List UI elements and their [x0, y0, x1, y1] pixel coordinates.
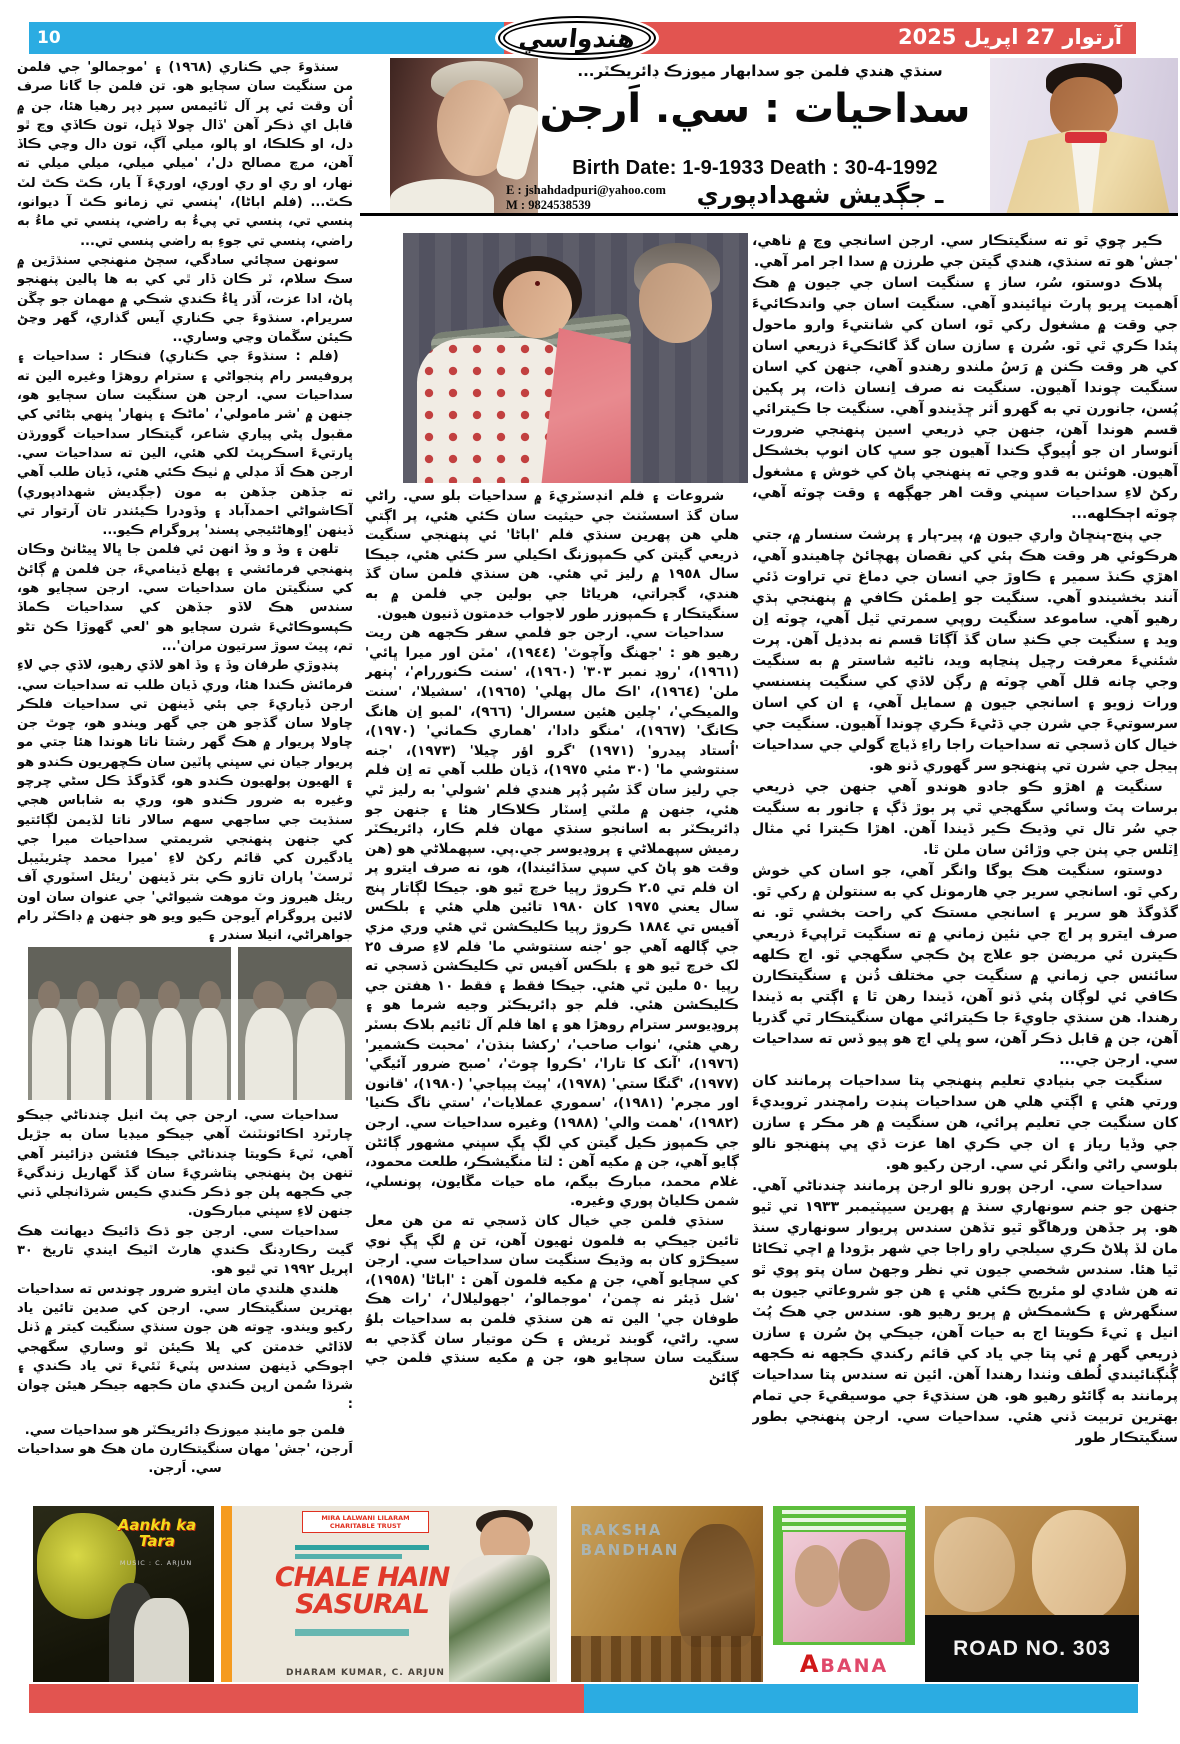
article-kicker: سنڌي هندي فلمن جو سدابهار ميوزڪ ڊائريڪٽر... [577, 62, 943, 80]
page-number: 10 [37, 28, 61, 48]
group-photo-five-men [28, 947, 231, 1100]
top-bar-blue-segment [29, 22, 504, 54]
body-paragraph: سداحيات سي. ارجن جي پٽ انيل چندناڻي جيڪو چارٽرڊ اڪائونٽنٽ آهي جيڪو ميڊيا سان به جڙيل آهي، ٽيءَ ڪويتا چندناڻي جيڪا فئشن ڊزائينر آهي تنهن پڻ پنهنجي پتاشريءَ سان گڏ گهاريل زندگيءَ جي ڪجهه پلن جو ذڪر ڪندي ڪيس شرڌانڄلي ڏني جنهن لاءِ سڀني مبارڪون. [17, 1108, 353, 1220]
portrait-shirt [390, 179, 494, 213]
group-man [71, 981, 106, 1100]
birth-death-dates: Birth Date: 1-9-1933 Death : 30-4-1992 [572, 157, 938, 179]
poster-abana [773, 1506, 915, 1682]
author-collar [1065, 132, 1106, 143]
body-paragraph: سنڌوءَ جي ڪناري (١٩٦٨) ۽ 'موجمالو' جي فلمن من سنگيت سان سڄايو هو. تن فلمن جا گانا صرف اُن وقت ئي پر آل ٽائيمس سپر ڊپر رهيا هئا، جن ۾ قابل اي ذڪر آهن 'ڏال چولا ڏڀل، تون ڪاڏي وڃ ٿو دل، او ڪلڪا، او پالو، ميلي آڳ، تون دال وڃي ڪاڏ آهن، مرچ مصالح دل'، 'ميلي ميلي، ميلي ميلي ته نهار، او ري او ري اوري، اوريءَ آ يار، ڪٿ ڪٿ لٽ ڪٿ... (فلم اباڻا)، 'پنسي تي زمانو ڪٿ آ ديوانو، پنسي تي، پنسي تي پيءُ به راضي، پنسي تي ماءُ به راضي، پنسي تي جوءِ به راضي پنسي تي... [17, 60, 353, 249]
trust-line2: CHARITABLE TRUST [329, 1522, 402, 1531]
author-email: E : jshahdadpuri@yahoo.com [506, 183, 666, 197]
poster-photo-panel [783, 1532, 905, 1641]
poster-title [268, 1562, 456, 1621]
poster-title-line1: Aankh ka [117, 1515, 197, 1534]
masthead-logo-inner-ring [503, 21, 651, 55]
bottom-bar-red-segment [29, 1684, 584, 1713]
poster-face [795, 1545, 839, 1606]
poster-trust-box [302, 1511, 430, 1533]
poster-title-line1: RAKSHA [580, 1521, 663, 1540]
group-man [152, 981, 187, 1100]
bottom-bar-blue-segment [584, 1684, 1138, 1713]
body-paragraph: شروعات ۽ فلم انڊسٽريءَ ۾ سداحيات بلو سي. راڻي سان گڏ اسسٽنٽ جي حيثيت سان ڪئي هئي، پر اڳتي هلي هن پهرين سنڌي فلم 'اباڻا' ئي پنهنجي سنگيت ذريعي گيتن کي ڪمپوزنگ اڪيلي سر ڪئي هئي، جيڪا سال ١٩٥٨ ۾ رليز ٿي هئي. هن سنڌي فلمن سان گڏ هندي، گجراتي، هرياڻا جي بولين جي فلمن ۾ به سنگيتڪار ۽ ڪمپوزر طور لاجواب خدمتون ڏنيون هيون. [365, 488, 739, 622]
body-paragraph: هلندي هلندي مان ايترو ضرور چوندس ته سداحيات بهترين سنگيتڪار سي. ارجن کي صدين تائين ياد رکيو ويندو. ڇوته هن جون سنڌي سنگيت کيتر ۾ ڏنل لاڏاڻي خدمتن کي ڀلا ڪيئن ٿو وساري سگهجي اڄوڪي ڏينهن سندس پٽيءَ ٽئيءَ تي ياد ڪندي ۽ شرڌا سُمن ارپن ڪندي مان ڪجهه جيڪر هيئن چوان : [17, 1281, 353, 1413]
group-photo-two-men [238, 947, 352, 1100]
poster-text-bar [295, 1554, 403, 1559]
author-photo [990, 58, 1178, 215]
body-paragraph: سونهن سچائي سادگي، سڄڻ منهنجي سنڌڙين ۾ سڪ سلام، ٽر ڪان ڏار ٿي کي به ها پالين پنهنجو پاڻ، ادا عزت، آڌر ڀاءُ ڪندي شڪي ۾ مهمان جو چڱن سريرام. سنڌوءَ جي ڪناري آيس گذاري، گهر وڃڻ ڪيئن سڱمان وڃي وساري.. [17, 252, 353, 346]
poster-title-line1: CHALE HAIN [274, 1562, 450, 1594]
poster-title [107, 1517, 207, 1549]
body-paragraph: سنگيت ۾ اهڙو ڪو جادو هوندو آهي جنهن جي ذريعي برسات پٽ وسائي سگهجي ٿي پر بوڙ ڏڳ ۽ جانور به سنگيت جي سُر تال تي وڌيڪ ڪير ڏيندا آهن. اهڙا ڪيترا ئي مثال اِٽلس جي پنن جي وڙائن سان ملن ٿا. [752, 779, 1178, 858]
body-paragraph: ڪير چوي ٿو ته سنگيتڪار سي. ارجن اسانجي وچ ۾ ناهي، 'جش' هو ته سنڌي، هندي گيتن جي طرزن ۾ سدا اجر امر آهي. [752, 233, 1178, 270]
poster-face [839, 1539, 890, 1611]
body-paragraph: (فلم : سنڌوءَ جي ڪناري) فنڪار : سداحيات ۽ پروفيسر رام پنجواڻي ۽ سترام روهڙا وغيره الين ته سداحيات سي. ارجن هن سنگيت سان سڄايو هو، جنهن ۾ 'شر مامولي'، 'ماڻڪ ۽ پنهار' ڀنهي بڻائي کي مقبول پڻي پياري شاعر، گيتڪار سداحيات گوورڌن ڀارتيءَ اسڪرپٽ لکي هئي، الين ته سداحيات سي. ارجن هڪ اَڏ مڊلي ۾ ٺيڪ ڪئي هئي، ڏيان طلب آهي ته جڏهن جڏهن به مون (جڳديش شهدادپوري) آڪاشواڻي احمدآباد ۽ وڏودرا ڪيئندر تان آرتوار تي ڏينهن 'اِوهاڻئيجي پسند' پروگرام ڪيو... [17, 349, 353, 539]
closing-couplet: فلمن جو ماينڊ ميوزڪ ڊائريڪٽر هو سداحيات سي. اَرجن، 'جش' مهان سنگيتڪارن مان هڪ هو سداحيات سي. اَرجن. [17, 1422, 353, 1477]
body-paragraph: تلهن ۽ وڏ و وڏ انهن ئي فلمن جا ڀالا ڀيڻانڻ وڪان پنهنجي فرمائشي ۽ پهلع ڏيناميءَ، جن فلمن ۾ ڳائڻ کي سنگيتن مان سداحيات سي. ارجن سڄايو هو، سندس هڪ لاڏو جڏهن کي سداحيات ڪماڏ ڪپسوڪاڻيءَ شرن سڄايو هو 'لعي گهوڙا ڪڻ تڻو تم، پيٽ سوڙ سرتيون مران'... [17, 542, 353, 654]
trust-line1: MIRA LALWANI LILARAM [321, 1514, 410, 1523]
article-title: سداحيات : سي. اَرجن [539, 86, 971, 132]
middle-column [365, 487, 739, 1498]
poster-raksha-bandhan [571, 1506, 763, 1682]
masthead-logo-text: هندواسي [517, 23, 637, 53]
body-paragraph: سداحيات سي. ارجن پورو نالو ارجن پرمانند چندناڻي آهي. جنهن جو جنم سونهاري سنڌ ۾ پهرين سيپٽيمبر ١٩٣٣ تي ٿيو هو. پر جڏهن ورهاڱو ٿيو تڏهن سندس پريوار سونهاري سنڌ مان لڏ پلاڻ ڪري سيلجي راو راجا جي شهر بڙودا ۾ اچي ٽڪاڻا ٿيا هئا. سندس شخصي جيون تي نظر وجهڻ سان پتو پوي ٿو ته هن شادي لو مئريج ڪئي هئي ۽ هن جو شروعاتي جيون به سنگهرش ۽ ڪشمڪش ۾ ڀريو رهيو هو. سندس جي هڪ پُٽ انيل ۽ ٽيءَ ڪويتا اڄ به حيات آهن، جيڪي پڻ سُرن ۽ سازن ذريعي گهر ۾ ئي پتا جي ياد کي قائم رکندي ڪجهه نه ڪجهه ڳُنڳنائيندي لُطف وٺندا رهندا آهن. ائين ته سندس پتا سداحيات پرمانند به ڳائڻو رهيو هو. هن سنڌيءَ جي موسيقيءَ جي تمام بهترين تربيت ڏني هئي. سداحيات سي. ارجن پنهنجي بطور سنگيتڪار طور [752, 1178, 1178, 1446]
group-man [111, 981, 146, 1100]
body-paragraph: دوستو، سنگيت هڪ يوگا وانگر آهي، جو اسان کي خوش رکي ٿو. اسانجي سرير جي هارمونل کي به سنتولن ۾ رکي ٿو. گڏوگڏ هو سرير ۽ اسانجي مستڪ کي راحت بخشي ٿو. نه صرف ايترو پر اڄ جي نئين زماني ۾ ته سنگيت ٿراپيءَ ذريعي ڪيترن ئي مريضن جو علاج پڻ ڪجي سگهجي ٿو. اڄ ڪلهه سائنس جي زماني ۾ سنگيت جي مختلف ڌُنن ۽ سنگيتڪارن ڪافي ئي لوڳان پئي ڏنو آهن، ڏيندا رهن ٿا ۽ اڳتي به ڏيندا رهندا. هن سنڌي جاويءَ جا ڪيترائي مهان سنگيتڪار ٿي گذريا آهن، جن ۾ قابل ذڪر آهن، سو ڀلي اڄ هو پيو ڏس ته سداحيات سي. ارجن جي... [752, 863, 1178, 1068]
author-face [1050, 77, 1118, 140]
body-paragraph: پنڊوڙي طرفان وڏ ۽ وڏ اهو لاڏي رهيو، لاڏي جي لاءِ فرمائش ڪندا هئا، وري ڏيان طلب ته سداحيات سي. ارجن ڏياريءَ جي ٻئي ڏينهن تي سداحيات فلڪر چاولا سان گڏجو هن جي گهر ويندو هو، ڇوٿ جن چاولا پريوار ۾ هڪ گهر رشتا ناتا هوندا هئا جتي مو پريوار جيان ني سڀني پاٽين سان ڪچهريون ڪندو هو ۽ الهيون پولهيون ڪندو هو، گڏوگڏ ڪل سڻي چرچو وغيره به ضرور ڪندو هو، وري به شاباس هجي سنڌيت جي ساجهي سهم سالار ناتا لڏيمن لڳائتيو کي جنهن پنهنجي شريمتي سداحيات ميرا جي يادگيرن کي قائم رکڻ لاءِ 'ميرا محمد چئريٽيبل ٽرسٽ' پاران تازو ڪي بتر ڏينهن 'ريئل اسٽوري آف ريئل هيروز وٽ موهت شيواڻي' جي عنوان سان اون لائين پروگرام آيوجن ڪيو ويو هو جنهن ۾ ڊاڪٽر رام جواهراڻي، انيلا سندر ۽ [17, 658, 353, 944]
group-man [192, 981, 227, 1100]
poster-title [581, 1520, 680, 1560]
body-paragraph: سنڌي فلمن جي خيال کان ڏسجي ته من هن معل تائين جيڪي به فلمون ٺهيون آهن، تن ۾ لڳ ڀڳ نوي سيڪڙو کان به وڌيڪ سنگيت سان سداحيات سي. ارجن کي سڄايو آهي، جن ۾ مکيه فلمون آهن : 'اباڻا' (١٩٥٨)، 'شل ڏيئر نه چمن'، 'موجمالو'، 'جهوليلال'، 'رات هڪ طوفان جي' الين ته هن سنڌي فلمن به سداحيات بلوُ سي. راڻي، گوبند ٽريش ۽ ڪن موتيار سان گڏجي به سنگيت سان سڄايو هو، جن ۾ مکيه سنڌي فلمن جي ڳائڻ [365, 1212, 739, 1386]
poster-credits: DHARAM KUMAR, C. ARJUN [286, 1668, 445, 1679]
couple-photo [403, 233, 748, 483]
poster-aankh-ka-tara [33, 1506, 214, 1682]
group-man [32, 981, 67, 1100]
poster-top-text-lines [782, 1510, 907, 1531]
body-paragraph: سداحيات سي. ارجن جو ڌڪ ڌائيڪ ديهانت هڪ گيت رڪارڊنگ ڪندي هارٽ اٽيڪ ايندي تاريخ ٣٠ اپريل ١٩٩٢ تي ٿيو هو. [17, 1223, 353, 1278]
poster-title-line2: BANDHAN [580, 1541, 680, 1560]
man-face [639, 263, 711, 343]
poster-title: ROAD NO. 303 [953, 1636, 1111, 1660]
group-man [297, 981, 345, 1100]
poster-title-line2: Tara [138, 1531, 176, 1550]
left-column-upper [17, 58, 353, 944]
poster-title-band [925, 1615, 1139, 1682]
poster-face [1032, 1510, 1126, 1623]
author-byline: ـ جڳديش شهدادپوري [696, 181, 944, 209]
group-man [245, 981, 293, 1100]
poster-road-no-303 [925, 1506, 1139, 1682]
poster-praying-woman [679, 1524, 756, 1647]
body-paragraph: سنگيت جي بنيادي تعليم پنهنجي پتا سداحيات پرمانند کان ورتي هئي ۽ اڳتي هلي هن سداحيات پنڊت رامچندر ٽرويديءَ کان سنگيت جي تعليم پرائي، هن سنگيت ۾ هر مڪر ۽ سازن جي وڏيا رياز ۽ ان جي ڪري اها عزت ڏي ڀي پنهنجو نالو بلوسي راڻي وانگر ئي سي. ارجن رکيو هو. [752, 1073, 1178, 1173]
poster-text-bar [295, 1629, 409, 1636]
issue-date: آرتوار 27 اپريل 2025 [897, 25, 1122, 49]
poster-title-line2: SASURAL [295, 1589, 429, 1621]
author-mobile: M : 9824538539 [506, 198, 591, 212]
poster-orange-stripe [221, 1506, 232, 1682]
body-paragraph: پلاڪ دوستو، سُر، ساز ۽ سنگيت اسان جي جيون ۾ هڪ اَهميت ڀريو پارٽ نڀائيندو آهي. سنگيت اسان جي واندڪائيءَ جي وقت ۾ مشغول رکي ٿو، اسان کي شانتيءَ وارو ماحول پئدا ڪري ٿي ٿو. سُرن ۽ سازن سان گڏ گائڪيءَ ذريعي اسان کي هر وقت ڪنن ۾ رَسُ ملندو رهندو آهي، جنهن کي اسان سنگيت چوندا آهيون. سنگيت نه صرف اِنسان ذات، پر پکين پُسن، جانورن تي به گهرو اَثر ڇڏيندو آهي. سنگيت جا ڪيترائي قسم هوندا آهن، جنهن جي ذريعي اسين پنهنجي ضرورت اَنوسار ان جو اُپيوڳ ڪندا آهيون جو سڀ کان انوپ بخشڪل آهيون. هوئنن به قدو وڃي ته پنهنجي پاڻ کي خوش ۽ مشغول رکڻ لاءِ سداحيات سڀني وقت اهر جهڳهه ۽ وقت چوٽه آهي، چوٽه اڄڪلهه... [752, 275, 1178, 522]
poster-figure [134, 1598, 188, 1682]
body-paragraph: جي پنچ-پنڇاڻ واري جيون ۾، پير-پار ۽ پرشٽ سنسار ۾، جتي هرڪوئي هر وقت هڪ ٻئي کي نقصان پهچائڻ چاهيندو آهي، اهڙي ڪنڏ سمير ۽ ڪاوڙ جي انسان جي دماغ تي تراوت ڏئي آنند بخشيندو آهي. سنگيت جو اِطمئن ڪافي ۾ پنهنجي ٻڌي رهيو آهي. ساموعد سنگيت روپي سمرتي ٿيل آهي، چوٽه اِن ويد ۽ سنگيت جي ڪنڍ سان گڏ آڳاٽا قسم نه بدذيل آهن. پرت شئنيءَ معرفت رچيل پنڃاپه ويد، ناڻيه شاستر ۾ به سنگيت وجي چانه قلل آهي چوٽه ۾ رڳن لاڏي کي سنگيت پنسنسي ورات زويو ۽ اسانجي جيون ۾ سمايل آهي، ۽ ان کي اسان سرسوتيءَ جي شرن جي ڌڻيءَ ڪري چوندا آهيون. سنگيت جي خيال کان ڏسجي ته سداحيات راجا راءِ ڏياچ گولي جي سداحيات ٻيجل جي شرن تي پنهنجو سر گهوري ڏنو هو. [752, 527, 1178, 774]
poster-text-bar [295, 1545, 429, 1550]
header-divider-rule [360, 213, 1178, 216]
right-column [752, 231, 1178, 1498]
poster-face [934, 1517, 1015, 1612]
poster-title-band [773, 1645, 915, 1682]
poster-chale-hain-sasural [221, 1506, 557, 1682]
poster-music-credit: MUSIC : C. ARJUN [119, 1558, 193, 1567]
poster-title: ABANA [799, 1649, 889, 1678]
poster-actress-sari [449, 1555, 550, 1682]
woman-bindi [535, 281, 540, 286]
left-column-lower [17, 1106, 353, 1498]
body-paragraph: سداحيات سي. ارجن جو فلمي سفر ڪجهه هن ريت رهيو هو : 'جهنگ وآچوٽ' (١٩٤٤)، 'مٽن اور ميرا ڀائي' (١٩٦١)، 'روڊ نمبر ٣٠٣' (١٩٦٠)، 'سنت ڪنوررام'، 'پنهر ملن' (١٩٦٤)، 'اڪ مال پهلي' (١٩٦٥)، 'سشيلا'، 'سنت والميڪي'، 'چلين هئين سسرال' (٩٦٦)، 'لمبو اِن هانگ ڪانگ' (١٩٦٧)، 'منگو دادا'، 'هماري ڪماٺي' (١٩٧٠)، 'اُستاد پيدرو' (١٩٧١) 'گرو اؤر چيلا' (١٩٧٣)، 'جنه سنتوشي ما' (٣٠ مئي ١٩٧٥)، ڏيان طلب آهي ته اِن فلم جي رليز سان گڏ سُپر ڊُپر هندي فلم 'شولي' به رليز ٿي هئي، جنهن ۾ ملٽي اِسٽار ڪلاڪار هئا ۽ جنهن جو ڊائريڪٽر به اسانجو سنڌي مهان فلم ڪار، ڊائريڪٽر رميش سپهملاڻي ۽ پروڊيوسر جي.پي. سپهملاڻي هو (هن وقت هو پاڻ کي سپي سڏائيندا)، هو، نه صرف ايترو پر ان فلم تي ٢.٥ ڪروڙ رپيا خرچ ٿيو هو. جيڪا لڳاتار پنج سال يعني ١٩٧٥ کان ١٩٨٠ تائين هلي هئي ۽ بلڪس آفيس تي ١٨٨٤ ڪروڙ رپيا ڪليڪشن ٿي هئي وري مزي جي ڳالهه آهي جو 'جنه سنتوشي ما' فلم لاءِ صرف ٢٥ لک خرچ ٿيو هو ۽ بلڪس آفيس تي ڪليڪشن ڏسجي ته رپيا ٥٠ ملين ٿي هئي. جيڪا فقط ۽ فقط ١٠ هفتن جي ڪليڪشن هئي. فلم جو ڊائريڪٽر وجيه شرما هو ۽ پروڊيوسر سترام روهڙا هو ۽ اها فلم آل ٽائيم بلاڪ بسٽر رهي هئي، 'نواب صاحب'، 'رکشا بنڌن'، 'محبت ڪشمير' (١٩٧٦)، 'آنک کا تارا'، 'ڪروا چوٿ'، 'صبح ضرور آئيگي' (١٩٧٧)، 'گنگا ستي' (١٩٧٨)، 'پيٽ پيپاجي' (١٩٨٠)، 'قانون اور مجرم' (١٩٨١)، 'سموري عملايات'، 'ستي ناگ ڪنيا' (١٩٨٢)، 'همت والي' (١٩٨٨) وغيره سداحيات سي. ارجن جي ڪمپوز ڪيل گيتن کي لڳ ڀڳ سڀني مشهور ڳائڻن ڳايو آهي، جن ۾ مکيه آهن : لتا منگيشڪر، طلعت محمود، غلام محمد، مبارڪ بيگم، ماه حيات مڱايون، پونسلي، شمن ڪلياڻ پوري وغيره. [365, 625, 739, 1210]
poster-balcony-rail [571, 1636, 763, 1682]
masthead-logo [498, 16, 656, 60]
